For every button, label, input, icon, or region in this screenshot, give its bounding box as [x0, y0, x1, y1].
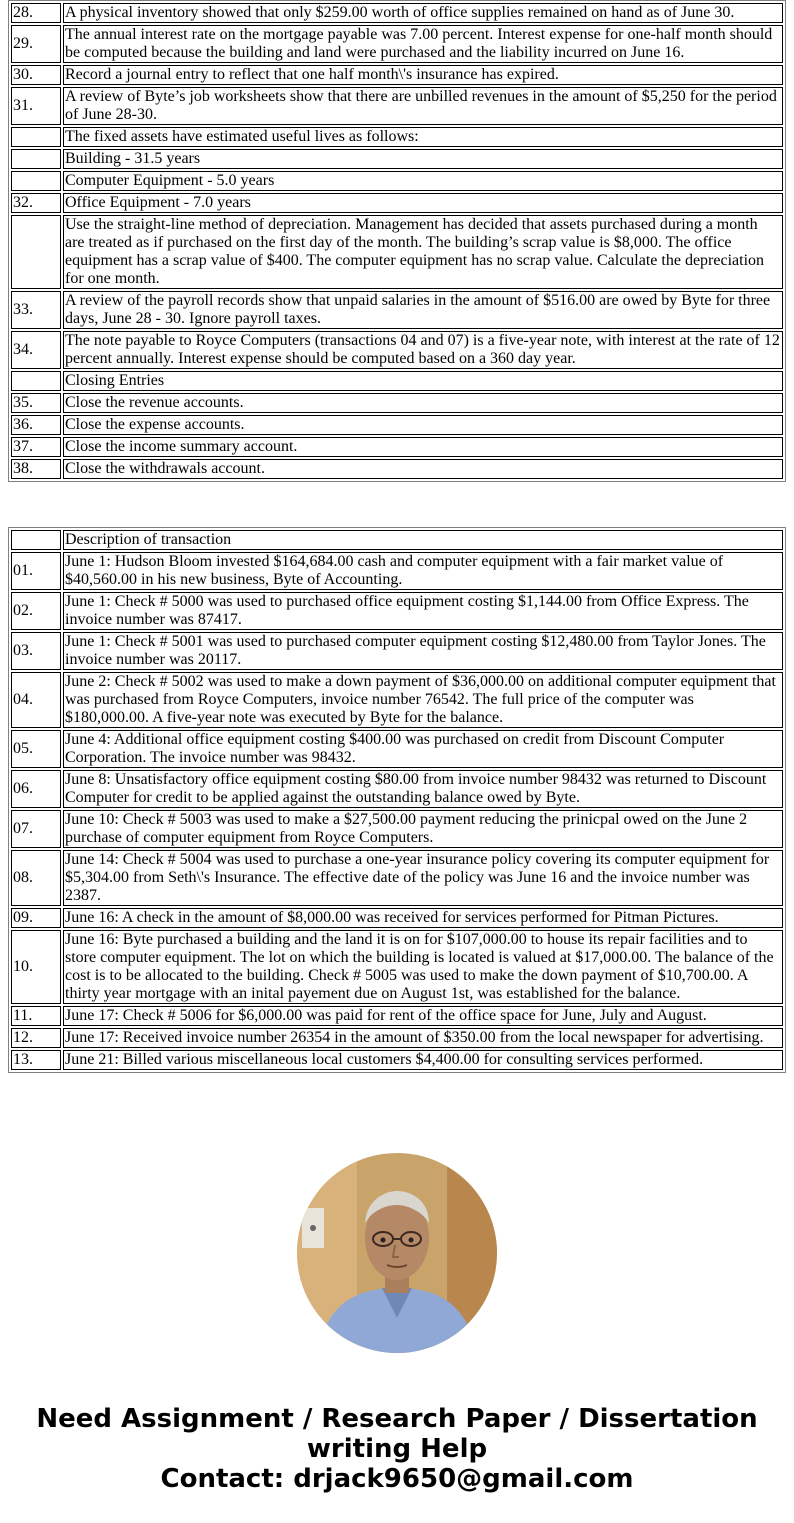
row-number: 05.: [11, 730, 61, 768]
cta-line-2: writing Help: [306, 1434, 488, 1464]
row-number: [11, 149, 61, 169]
row-number: 09.: [11, 908, 61, 928]
contact-banner: [0, 1404, 794, 1494]
row-number: [11, 171, 61, 191]
row-description: June 17: Check # 5006 for $6,000.00 was paid for rent of the office space for June, July and August.: [63, 1006, 783, 1026]
row-number: 11.: [11, 1006, 61, 1026]
table-row: [11, 552, 783, 590]
row-number: 30.: [11, 65, 61, 85]
table-row: [11, 810, 783, 848]
row-number: 29.: [11, 25, 61, 63]
row-number: 31.: [11, 87, 61, 125]
table-row: [11, 908, 783, 928]
table-row: [11, 87, 783, 125]
row-number: 01.: [11, 552, 61, 590]
row-description: Close the revenue accounts.: [63, 393, 783, 413]
row-number: 35.: [11, 393, 61, 413]
row-description: A review of the payroll records show that unpaid salaries in the amount of $516.00 are owed by Byte for three days, June 28 - 30. Ignore payroll taxes.: [63, 291, 783, 329]
row-number: 13.: [11, 1050, 61, 1070]
row-number: 12.: [11, 1028, 61, 1048]
table-row: [11, 415, 783, 435]
table-row: [11, 149, 783, 169]
row-description: Description of transaction: [63, 530, 783, 550]
row-description: June 10: Check # 5003 was used to make a $27,500.00 payment reducing the prinicpal owed on the June 2 purchase of computer equipment from Royce Computers.: [63, 810, 783, 848]
row-number: 33.: [11, 291, 61, 329]
row-description: Close the withdrawals account.: [63, 459, 783, 479]
row-description: June 16: A check in the amount of $8,000.00 was received for services performed for Pitman Pictures.: [63, 908, 783, 928]
row-number: 02.: [11, 592, 61, 630]
transactions-table: [8, 527, 786, 1073]
table-row: [11, 730, 783, 768]
row-description: The fixed assets have estimated useful lives as follows:: [63, 127, 783, 147]
row-number: [11, 127, 61, 147]
row-description: June 1: Hudson Bloom invested $164,684.00 cash and computer equipment with a fair market value of $40,560.00 in his new business, Byte of Accounting.: [63, 552, 783, 590]
row-number: [11, 215, 61, 289]
row-number: 37.: [11, 437, 61, 457]
row-number: 36.: [11, 415, 61, 435]
table-row: [11, 331, 783, 369]
table-row: [11, 592, 783, 630]
person-photo-icon: [297, 1153, 497, 1353]
row-description: Close the expense accounts.: [63, 415, 783, 435]
row-number: 08.: [11, 850, 61, 906]
row-number: 28.: [11, 3, 61, 23]
row-description: Closing Entries: [63, 371, 783, 391]
row-description: June 17: Received invoice number 26354 in the amount of $350.00 from the local newspaper for advertising.: [63, 1028, 783, 1048]
row-number: 34.: [11, 331, 61, 369]
row-number: [11, 530, 61, 550]
row-description: June 1: Check # 5001 was used to purchased computer equipment costing $12,480.00 from Taylor Jones. The invoice number was 20117.: [63, 632, 783, 670]
row-description: Record a journal entry to reflect that one half month\'s insurance has expired.: [63, 65, 783, 85]
row-description: June 1: Check # 5000 was used to purchased office equipment costing $1,144.00 from Office Express. The invoice number was 87417.: [63, 592, 783, 630]
cta-line-1: Need Assignment / Research Paper / Dissertation: [36, 1404, 758, 1434]
row-description: The annual interest rate on the mortgage payable was 7.00 percent. Interest expense for one-half month should be computed because the building and land were purchased and the liability incurred on June 16.: [63, 25, 783, 63]
row-number: 10.: [11, 930, 61, 1004]
row-description: June 14: Check # 5004 was used to purchase a one-year insurance policy covering its computer equipment for $5,304.00 from Seth\'s Insurance. The effective date of the policy was June 16 and the invoice number was 2387.: [63, 850, 783, 906]
row-description: A review of Byte’s job worksheets show that there are unbilled revenues in the amount of $5,250 for the period of June 28-30.: [63, 87, 783, 125]
row-description: Use the straight-line method of depreciation. Management has decided that assets purchased during a month are treated as if purchased on the first day of the month. The building’s scrap value is $8,000. The office equipment has a scrap value of $400. The computer equipment has no scrap value. Calculate the depreciation for one month.: [63, 215, 783, 289]
table-row: [11, 65, 783, 85]
table-row: [11, 770, 783, 808]
table-row: [11, 25, 783, 63]
row-description: June 2: Check # 5002 was used to make a down payment of $36,000.00 on additional computer equipment that was purchased from Royce Computers, invoice number 76542. The full price of the computer was $180,000.00. A five-year note was executed by Byte for the balance.: [63, 672, 783, 728]
cta-contact-email[interactable]: Contact: drjack9650@gmail.com: [160, 1464, 634, 1494]
table-row: [11, 171, 783, 191]
row-description: June 8: Unsatisfactory office equipment costing $80.00 from invoice number 98432 was returned to Discount Computer for credit to be applied against the outstanding balance owed by Byte.: [63, 770, 783, 808]
table-row: [11, 632, 783, 670]
table-row: [11, 437, 783, 457]
table-row: [11, 930, 783, 1004]
table-row: [11, 291, 783, 329]
table-row: [11, 193, 783, 213]
row-description: Office Equipment - 7.0 years: [63, 193, 783, 213]
row-number: 38.: [11, 459, 61, 479]
table-row: [11, 672, 783, 728]
row-number: 07.: [11, 810, 61, 848]
avatar: [297, 1153, 497, 1353]
row-description: A physical inventory showed that only $259.00 worth of office supplies remained on hand as of June 30.: [63, 3, 783, 23]
table-row: [11, 393, 783, 413]
row-number: [11, 371, 61, 391]
row-description: June 21: Billed various miscellaneous local customers $4,400.00 for consulting services performed.: [63, 1050, 783, 1070]
table-row: [11, 850, 783, 906]
table-row: [11, 530, 783, 550]
row-description: The note payable to Royce Computers (transactions 04 and 07) is a five-year note, with interest at the rate of 12 percent annually. Interest expense should be computed based on a 360 day year.: [63, 331, 783, 369]
table-row: [11, 3, 783, 23]
table-row: [11, 215, 783, 289]
row-description: Computer Equipment - 5.0 years: [63, 171, 783, 191]
instructions-table: [8, 0, 786, 482]
row-description: June 4: Additional office equipment costing $400.00 was purchased on credit from Discount Computer Corporation. The invoice number was 98432.: [63, 730, 783, 768]
table-row: [11, 127, 783, 147]
table-row: [11, 1028, 783, 1048]
row-number: 03.: [11, 632, 61, 670]
row-description: June 16: Byte purchased a building and the land it is on for $107,000.00 to house its repair facilities and to store computer equipment. The lot on which the building is located is valued at $17,000.00. The balance of the cost is to be allocated to the building. Check # 5005 was used to make the down payment of $10,700.00. A thirty year mortgage with an inital payement due on August 1st, was established for the balance.: [63, 930, 783, 1004]
row-number: 04.: [11, 672, 61, 728]
table-row: [11, 1050, 783, 1070]
row-description: Close the income summary account.: [63, 437, 783, 457]
row-number: 06.: [11, 770, 61, 808]
row-number: 32.: [11, 193, 61, 213]
row-description: Building - 31.5 years: [63, 149, 783, 169]
table-row: [11, 371, 783, 391]
table-row: [11, 459, 783, 479]
table-row: [11, 1006, 783, 1026]
